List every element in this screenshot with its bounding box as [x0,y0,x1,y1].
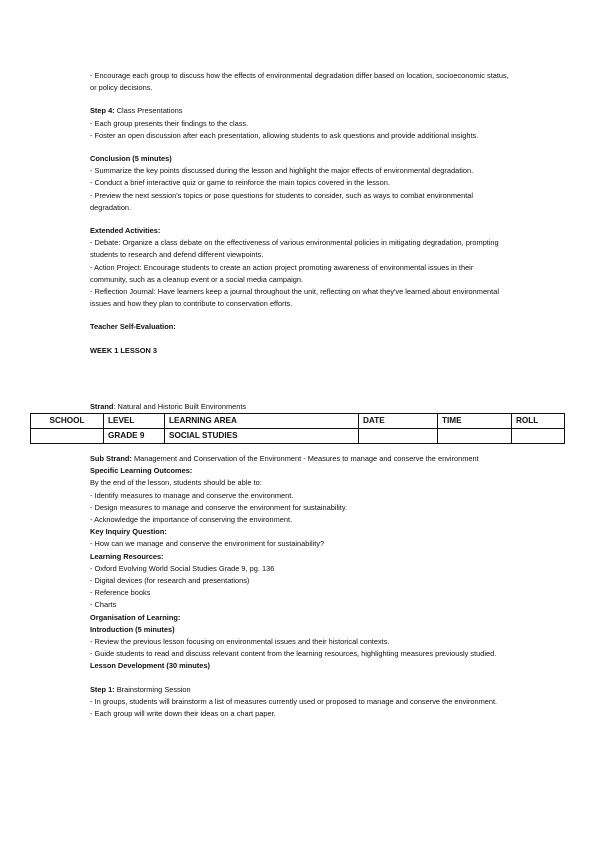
outcomes-intro: By the end of the lesson, students should be able to: [90,478,262,488]
header-cell: DATE [359,414,438,429]
list-item: - Charts [90,600,117,610]
substrand-line [90,453,510,465]
table-cell: SOCIAL STUDIES [165,429,359,444]
strand-label: Strand [90,402,114,411]
extended-heading: Extended Activities: [90,226,161,236]
substrand-label: Sub Strand: [90,454,132,463]
list-item: - Identify measures to manage and conserve the environment. [90,490,294,500]
week-heading: WEEK 1 LESSON 3 [90,345,157,355]
outcomes-heading: Specific Learning Outcomes: [90,466,193,476]
strand-value: : Natural and Historic Built Environments [113,402,247,411]
header-cell: ROLL [512,414,565,429]
list-item: - Oxford Evolving World Social Studies Grade 9, pg. 136 [90,563,275,573]
resources-heading: Learning Resources: [90,551,164,561]
list-item: - Preview the next session's topics or pose questions for students to consider, such as ways to combat environmental degradation. [90,190,474,212]
header-cell: TIME [438,414,512,429]
list-item: - Debate: Organize a class debate on the effectiveness of various environmental policies in mitigating degradation, prompting students to research and defend different viewpoints. [90,238,499,260]
table-cell: GRADE 9 [104,429,165,444]
strand-line [90,402,246,411]
list-item: - Acknowledge the importance of conserving the environment. [90,515,293,525]
list-item: - How can we manage and conserve the environment for sustainability? [90,539,325,549]
list-item: - Summarize the key points discussed during the lesson and highlight the major effects of environmental degradation. [90,166,474,176]
step1-heading [90,684,510,696]
development-heading: Lesson Development (30 minutes) [90,661,210,671]
list-item: - Review the previous lesson focusing on environmental issues and their historical contexts. [90,637,390,647]
step-label: Step 1: [90,684,115,694]
list-item: - Foster an open discussion after each presentation, allowing students to ask questions and provide additional insights. [90,130,479,140]
table-header-row [31,414,565,429]
table-cell [438,429,512,444]
table-row [31,429,565,444]
list-item: - Guide students to read and discuss relevant content from the learning resources, highlighting measures previously studied. [90,649,497,659]
list-item: - Reflection Journal: Have learners keep a journal throughout the unit, reflecting on what they've learned about environmental issues and how they plan to contribute to conservation efforts. [90,287,499,309]
step-title: Class Presentations [114,106,183,116]
header-cell: SCHOOL [31,414,104,429]
list-item: - Conduct a brief interactive quiz or game to reinforce the main topics covered in the lesson. [90,178,390,188]
header-cell: LEARNING AREA [165,414,359,429]
step-label: Step 4: [90,106,115,116]
list-item: - Digital devices (for research and presentations) [90,576,250,586]
list-item: - Reference books [90,588,151,598]
inquiry-heading: Key Inquiry Question: [90,527,167,537]
list-item: - Each group will write down their ideas on a chart paper. [90,709,276,719]
step4-heading [90,105,510,117]
table-cell [512,429,565,444]
list-item: - Each group presents their findings to the class. [90,118,249,128]
conclusion-heading: Conclusion (5 minutes) [90,154,172,164]
intro-section [90,70,510,357]
list-item: - Design measures to manage and conserve the environment for sustainability. [90,502,348,512]
table-cell [31,429,104,444]
substrand-value: Management and Conservation of the Environment - Measures to manage and conserve the environment [131,454,479,463]
paragraph: - Encourage each group to discuss how the effects of environmental degradation differ based on location, socioeconomic status, or policy decisions. [90,71,509,93]
lesson-plan-section [90,453,510,720]
table-cell [359,429,438,444]
header-cell: LEVEL [104,414,165,429]
step-title: Brainstorming Session [114,684,191,694]
organisation-heading: Organisation of Learning: [90,612,181,622]
list-item: - Action Project: Encourage students to create an action project promoting awareness of environmental issues in their community, such as a cleanup event or a social media campaign. [90,262,474,284]
lesson-info-table [30,413,565,444]
introduction-heading: Introduction (5 minutes) [90,624,175,634]
self-evaluation-heading: Teacher Self-Evaluation: [90,322,176,332]
list-item: - In groups, students will brainstorm a list of measures currently used or proposed to manage and conserve the environment. [90,696,498,706]
